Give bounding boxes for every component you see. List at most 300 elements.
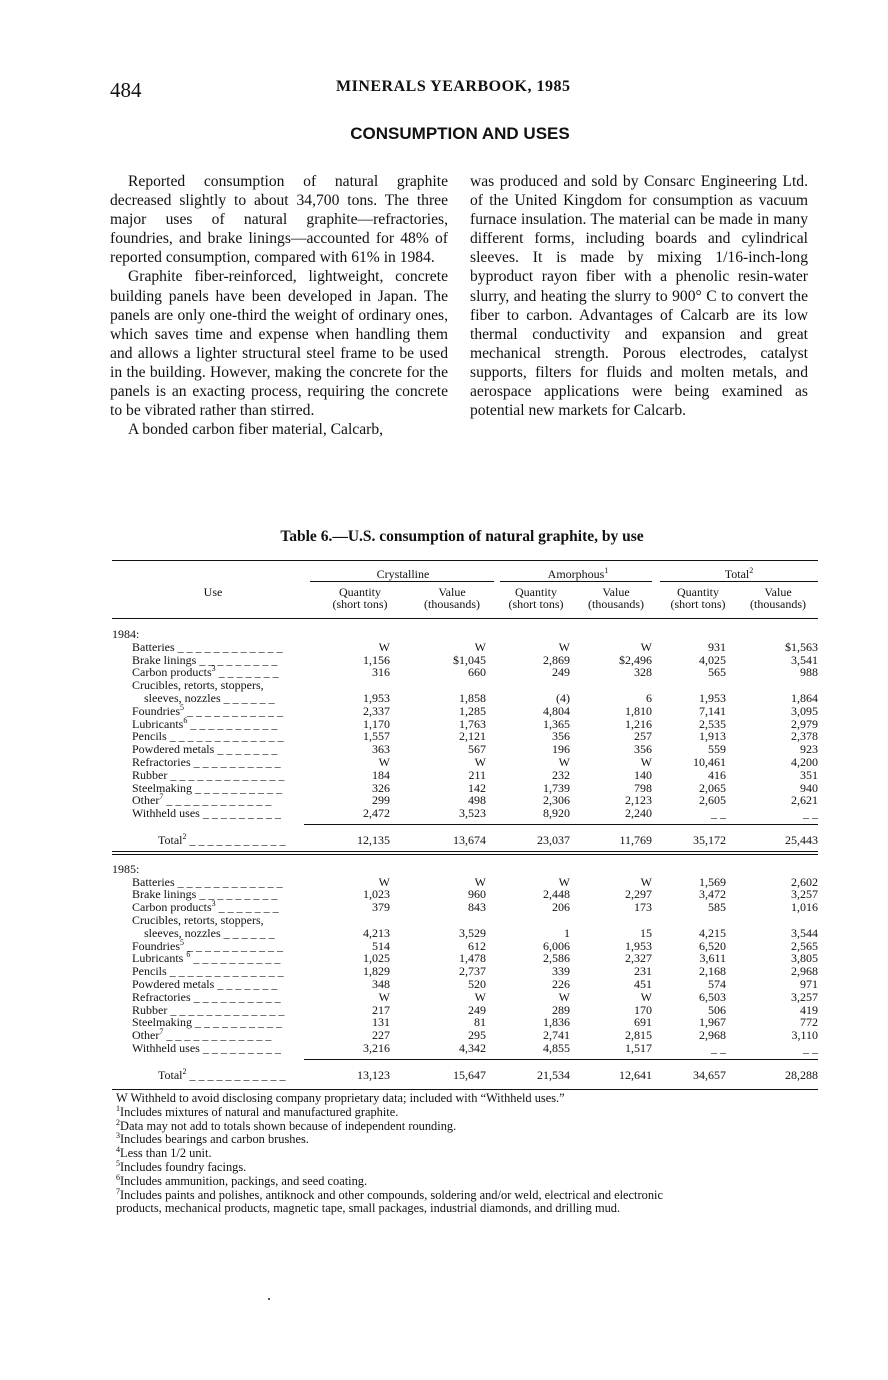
value-column-header <box>728 586 828 610</box>
table-cell: 2,337 <box>363 703 390 718</box>
header-line: Value <box>764 585 792 599</box>
leader-dashes: _ _ _ _ _ _ _ _ _ _ <box>190 989 281 1004</box>
table-cell: 226 <box>552 977 570 991</box>
table-cell: 2,586 <box>543 951 570 966</box>
row-label-text: Powdered metals <box>132 742 215 757</box>
table-cell: 1,216 <box>625 716 652 731</box>
table-cell: 1,478 <box>459 951 486 966</box>
table-cell: 2,741 <box>543 1028 570 1043</box>
table-cell: 506 <box>708 1002 726 1017</box>
header-line: Value <box>602 585 630 599</box>
paragraph: Graphite fiber-reinforced, lightweight, concrete building panels have been developed in Japan. The panels are only one-third the weight of ordinary ones, which saves time and expense when handling them and allows a lighter structural steel frame to be used in the building. However, making the concrete for the panels is an exacting process, requiring the concrete to be vibrated rather than stirred. <box>110 268 448 420</box>
row-label-text: Powdered metals <box>132 977 215 991</box>
table-cell: _ _ <box>803 1041 818 1055</box>
table-cell: 574 <box>708 977 726 991</box>
table-cell: 2,123 <box>625 793 652 808</box>
table-cell: $1,045 <box>453 652 486 667</box>
table-cell: 1,016 <box>791 900 818 915</box>
table-cell: 2,306 <box>543 793 570 808</box>
table-cell: 1,913 <box>699 729 726 744</box>
left-column <box>110 172 448 439</box>
table-cell: W <box>474 989 486 1004</box>
footnote-ref: 7 <box>159 792 164 802</box>
table-cell: 2,121 <box>459 729 486 744</box>
table-cell: W <box>640 639 652 654</box>
table-bottom-rule <box>112 1089 818 1090</box>
table-cell: 1,967 <box>699 1015 726 1030</box>
year-label: 1984: <box>112 627 140 641</box>
leader-dashes: _ _ _ _ _ _ <box>220 691 275 705</box>
footnote-ref: 2 <box>182 832 187 841</box>
table-cell: 3,095 <box>791 703 818 718</box>
table-cell: 13,123 <box>357 1067 390 1082</box>
table-cell: W <box>558 639 570 654</box>
row-label-text: Rubber <box>132 767 168 782</box>
table-cell: 249 <box>468 1002 486 1017</box>
row-label-text: Brake linings <box>132 887 197 902</box>
total-header: Total$^2$ <box>724 566 754 581</box>
table-cell: 2,297 <box>625 887 652 902</box>
table-cell: W <box>640 755 652 769</box>
table-cell: 257 <box>634 729 652 744</box>
table-cell: 4,855 <box>543 1041 570 1055</box>
table-cell: 3,110 <box>791 1028 818 1043</box>
table-cell: 1,517 <box>625 1041 652 1055</box>
table-cell: 4,213 <box>363 925 390 940</box>
header-line: Quantity <box>515 585 557 599</box>
leader-dashes: _ _ _ _ _ _ _ _ _ <box>196 887 278 902</box>
footnote-text: W Withheld to avoid disclosing company proprietary data; included with “Withheld uses.” <box>116 1091 565 1105</box>
table-cell: 2,737 <box>459 964 486 979</box>
paragraph: Reported consumption of natural graphite decreased slightly to about 34,700 tons. The three major uses of natural graphite—refractories, foundries, and brake linings—accounted for 48% of reported consumption, compared with 61% in 1984. <box>110 173 448 267</box>
row-label-text: Foundries <box>132 703 180 718</box>
table-cell: 6,520 <box>699 938 726 953</box>
table-cell: 3,257 <box>791 887 818 902</box>
table-cell: 2,065 <box>699 780 726 795</box>
table-cell: 988 <box>800 665 818 680</box>
table-cell: 328 <box>634 665 652 680</box>
footnote <box>116 1172 816 1189</box>
table-cell: 1,953 <box>699 691 726 705</box>
table-cell: 1,953 <box>625 938 652 953</box>
table-cell: 2,327 <box>625 951 652 966</box>
table-cell: 691 <box>634 1015 652 1030</box>
table-cell: 12,641 <box>619 1067 652 1082</box>
table-cell: 249 <box>552 665 570 680</box>
footnote-ref: 5 <box>180 702 184 712</box>
table-cell: 1,285 <box>459 703 486 718</box>
table-cell: 2,602 <box>791 874 818 889</box>
use-header: Use <box>203 585 223 599</box>
table-cell: 3,611 <box>699 951 726 966</box>
table-cell: 931 <box>708 639 726 654</box>
table-cell: 520 <box>468 977 486 991</box>
row-label-text: Pencils <box>132 729 167 744</box>
leader-dashes: _ _ _ _ _ _ _ _ _ _ <box>192 780 282 795</box>
row-label-text: Batteries <box>132 639 175 654</box>
section-double-rule <box>112 854 818 855</box>
table-cell: 2,869 <box>543 652 570 667</box>
table-cell: W <box>378 989 390 1004</box>
leader-dashes: _ _ _ _ _ _ _ <box>215 900 279 915</box>
table-cell: 419 <box>800 1002 818 1017</box>
leader-dashes: _ _ _ _ _ _ _ _ _ _ _ _ <box>174 874 283 889</box>
table-cell: 1,836 <box>543 1015 570 1030</box>
table-cell: 2,565 <box>791 938 818 953</box>
row-label <box>132 1042 281 1055</box>
leader-dashes: _ _ _ _ _ _ _ _ _ _ _ _ <box>174 639 283 654</box>
table-cell: 326 <box>372 780 390 795</box>
table-cell: 81 <box>474 1015 486 1030</box>
table-cell: 960 <box>468 887 486 902</box>
row-label-text: Pencils <box>132 964 167 979</box>
header-line: (short tons) <box>332 597 388 611</box>
row-label-text: Crucibles, retorts, stoppers, <box>132 678 264 693</box>
table-cell: 356 <box>634 742 652 757</box>
subtotal-rule <box>304 824 818 825</box>
leader-dashes: _ _ _ _ _ _ _ _ _ _ <box>190 951 281 966</box>
table-cell: $2,496 <box>619 652 652 667</box>
table-cell: 559 <box>708 742 726 757</box>
table-cell: 1,170 <box>363 716 390 731</box>
table-cell: 1,023 <box>363 887 390 902</box>
table-cell: 923 <box>800 742 818 757</box>
table-cell: 498 <box>468 793 486 808</box>
footnote <box>116 1133 816 1147</box>
footnote-mark: 6 <box>116 1172 120 1182</box>
leader-dashes: _ _ _ _ _ _ <box>220 925 275 940</box>
footnote <box>116 1158 816 1175</box>
row-label-text: Refractories <box>132 755 191 769</box>
total-row <box>112 1066 818 1082</box>
table-cell: _ _ <box>711 806 726 821</box>
header-bottom-rule <box>112 618 818 619</box>
table-cell: 3,523 <box>459 806 486 821</box>
header-line: (short tons) <box>670 597 726 611</box>
table-cell: 2,968 <box>699 1028 726 1043</box>
table-cell: 173 <box>634 900 652 915</box>
table-cell: 3,805 <box>791 951 818 966</box>
table-cell: 295 <box>468 1028 486 1043</box>
group-rule <box>310 581 494 582</box>
footnote-text: Less than 1/2 unit. <box>120 1146 212 1161</box>
table-top-rule <box>112 560 818 561</box>
footnote-mark: 5 <box>116 1158 120 1168</box>
table-cell: W <box>378 755 390 769</box>
row-label-text: sleeves, nozzles <box>144 925 221 940</box>
row-label-text: Steelmaking <box>132 1015 192 1030</box>
leader-dashes: _ _ _ _ _ _ _ _ _ _ <box>187 716 278 731</box>
table-cell: 4,215 <box>699 925 726 940</box>
table-cell: 184 <box>372 767 390 782</box>
table-cell: 3,544 <box>791 925 818 940</box>
footnote <box>116 1092 816 1106</box>
table-cell: 170 <box>634 1002 652 1017</box>
footnote-mark: 2 <box>116 1117 120 1127</box>
table-row <box>112 1042 818 1055</box>
table-cell: 15,647 <box>453 1067 486 1082</box>
table-cell: 13,674 <box>453 833 486 847</box>
table-cell: 1,156 <box>363 652 390 667</box>
right-column <box>470 172 808 420</box>
leader-dashes: _ _ _ _ _ _ _ _ _ _ _ <box>186 833 286 847</box>
footnote <box>116 1186 816 1203</box>
table-cell: 2,815 <box>625 1028 652 1043</box>
table-cell: 451 <box>634 977 652 991</box>
footnote-text: Includes bearings and carbon brushes. <box>120 1132 309 1147</box>
table-cell: 612 <box>468 938 486 953</box>
row-label-text: Carbon products <box>132 900 212 915</box>
leader-dashes: _ _ _ _ _ _ _ <box>214 742 278 757</box>
table-cell: 339 <box>552 964 570 979</box>
row-label <box>158 834 286 847</box>
section-title: CONSUMPTION AND USES <box>350 124 570 143</box>
table-cell: 4,200 <box>791 755 818 769</box>
footnotes <box>116 1092 816 1216</box>
leader-dashes: _ _ _ _ _ _ _ <box>215 665 279 680</box>
leader-dashes: _ _ _ _ _ _ _ _ _ _ <box>192 1015 282 1030</box>
running-head: MINERALS YEARBOOK, 1985 <box>336 78 571 95</box>
table-cell: 211 <box>468 767 486 782</box>
table-cell: 140 <box>634 767 652 782</box>
table-cell: 4,804 <box>543 703 570 718</box>
group-rule <box>500 581 652 582</box>
table-cell: 772 <box>800 1015 818 1030</box>
table-cell: 1,858 <box>459 691 486 705</box>
table-cell: 2,968 <box>791 964 818 979</box>
table-cell: _ _ <box>803 806 818 821</box>
table-cell: 351 <box>800 767 818 782</box>
table-cell: 514 <box>372 938 390 953</box>
table-cell: 3,529 <box>459 925 486 940</box>
table-cell: 1 <box>564 925 570 940</box>
footnote-ref: 3 <box>211 899 216 909</box>
table-cell: 348 <box>372 977 390 991</box>
table-cell: 1,810 <box>625 703 652 718</box>
row-label-text: Brake linings <box>132 652 197 667</box>
table-cell: 363 <box>372 742 390 757</box>
table-cell: 843 <box>468 900 486 915</box>
table-cell: W <box>640 874 652 889</box>
table-cell: 379 <box>372 900 390 915</box>
leader-dashes: _ _ _ _ _ _ _ <box>214 977 278 991</box>
table-cell: 356 <box>552 729 570 744</box>
total-row <box>112 834 818 847</box>
footnote-text: Includes foundry facings. <box>120 1159 247 1174</box>
row-label-text: sleeves, nozzles <box>144 691 221 705</box>
table-row <box>112 807 818 820</box>
header-line: (short tons) <box>508 597 564 611</box>
table-cell: 1,569 <box>699 874 726 889</box>
table-cell: 131 <box>372 1015 390 1030</box>
header-line: Quantity <box>677 585 719 599</box>
leader-dashes: _ _ _ _ _ _ _ _ _ <box>199 1041 281 1055</box>
amorphous-header: Amorphous$^1$ <box>547 566 609 581</box>
footnote-mark: 1 <box>116 1103 120 1113</box>
table-cell: 142 <box>468 780 486 795</box>
table-cell: 1,739 <box>543 780 570 795</box>
table-cell: 3,472 <box>699 887 726 902</box>
row-label <box>158 1066 286 1082</box>
table-cell: W <box>378 874 390 889</box>
row-label-text: Lubricants <box>132 716 184 731</box>
table-cell: W <box>640 989 652 1004</box>
speck <box>268 1298 270 1300</box>
row-label <box>132 807 281 820</box>
footnote-ref: 6 <box>183 715 188 725</box>
page-number: 484 <box>110 78 142 102</box>
row-label-text: Withheld uses <box>132 1041 200 1055</box>
table-cell: 2,378 <box>791 729 818 744</box>
table-cell: 21,534 <box>537 1067 570 1082</box>
table-cell: 10,461 <box>693 755 726 769</box>
table-cell: 565 <box>708 665 726 680</box>
paragraph: was produced and sold by Consarc Engineering Ltd. of the United Kingdom for consumption as vacuum furnace insulation. The material can be made in many different forms, including boards and cylindrical sleeves. It is made by mixing 1/16-inch-long byproduct rayon fiber with a phenolic resin-water slurry, and heating the slurry to 900° C to convert the fiber to carbon. Advantages of Calcarb are its low thermal conductivity and expansion and great mechanical strength. Porous electrodes, catalyst supports, filters for fluids and molten metals, and aerospace applications were being examined as potential new markets for Calcarb. <box>470 173 808 420</box>
table-cell: 232 <box>552 767 570 782</box>
table-cell: 217 <box>372 1002 390 1017</box>
table-cell: 3,257 <box>791 989 818 1004</box>
footnote <box>116 1103 816 1120</box>
row-label-text: Batteries <box>132 874 175 889</box>
paragraph: A bonded carbon fiber material, Calcarb, <box>128 421 384 439</box>
header-line: Quantity <box>339 585 381 599</box>
footnote-ref: 6 <box>186 950 191 960</box>
table-cell: 6 <box>646 691 652 705</box>
footnote-ref: 3 <box>211 664 216 674</box>
table-cell: 12,135 <box>357 833 390 847</box>
footnote-mark: 7 <box>116 1186 120 1196</box>
table-cell: 2,605 <box>699 793 726 808</box>
header-line: Value <box>438 585 466 599</box>
table-cell: 2,168 <box>699 964 726 979</box>
table-cell: 3,541 <box>791 652 818 667</box>
table-cell: 8,920 <box>543 806 570 821</box>
header-line: (thousands) <box>750 597 806 611</box>
table-cell: 585 <box>708 900 726 915</box>
table-cell: _ _ <box>711 1041 726 1055</box>
table-cell: 231 <box>634 964 652 979</box>
table-cell: 11,769 <box>619 833 652 847</box>
row-label-text: Refractories <box>132 989 191 1004</box>
table-cell: 316 <box>372 665 390 680</box>
table-cell: W <box>378 639 390 654</box>
table-cell: 28,288 <box>785 1067 818 1082</box>
row-label-text: Other <box>132 1028 160 1043</box>
row-label-text: Carbon products <box>132 665 212 680</box>
row-label-text: Total <box>158 1067 183 1082</box>
footnote <box>116 1147 816 1161</box>
footnote-text: Data may not add to totals shown because of independent rounding. <box>120 1118 457 1133</box>
leader-dashes: _ _ _ _ _ _ _ _ _ _ _ _ _ <box>166 729 284 744</box>
table-cell: 2,240 <box>625 806 652 821</box>
table-cell: W <box>474 755 486 769</box>
footnote-text: Includes ammunition, packings, and seed coating. <box>120 1173 368 1188</box>
leader-dashes: _ _ _ _ _ _ _ _ _ _ _ _ <box>163 1028 272 1043</box>
table-cell: 416 <box>708 767 726 782</box>
table-cell: W <box>558 989 570 1004</box>
table-cell: 227 <box>372 1028 390 1043</box>
table-cell: 34,657 <box>693 1067 726 1082</box>
table-cell: 2,472 <box>363 806 390 821</box>
leader-dashes: _ _ _ _ _ _ _ _ _ _ _ <box>184 703 283 718</box>
footnote-text: Includes mixtures of natural and manufactured graphite. <box>120 1104 399 1119</box>
table-cell: 299 <box>372 793 390 808</box>
row-label-text: Steelmaking <box>132 780 192 795</box>
subtotal-rule <box>304 1059 818 1060</box>
row-label-text: Total <box>158 833 183 847</box>
table-cell: 2,535 <box>699 716 726 731</box>
row-label-text: Lubricants <box>132 951 187 966</box>
group-rule <box>660 581 818 582</box>
table-cell: 1,025 <box>363 951 390 966</box>
row-label-text: Other <box>132 793 160 808</box>
table-cell: 2,621 <box>791 793 818 808</box>
quantity-column-header <box>310 586 410 610</box>
footnote-mark: 4 <box>116 1145 120 1155</box>
table-cell: 4,342 <box>459 1041 486 1055</box>
leader-dashes: _ _ _ _ _ _ _ _ _ <box>196 652 278 667</box>
footnote <box>116 1202 816 1216</box>
footnote-text: Includes paints and polishes, antiknock and other compounds, soldering and/or weld, electrical and electronic <box>120 1187 663 1202</box>
leader-dashes: _ _ _ _ _ _ _ _ _ _ _ _ <box>163 793 272 808</box>
table-cell: 23,037 <box>537 833 570 847</box>
row-label-text: Foundries <box>132 938 180 953</box>
leader-dashes: _ _ _ _ _ _ _ _ _ _ _ _ _ <box>167 1002 285 1017</box>
table-cell: 3,216 <box>363 1041 390 1055</box>
row-label-text: Crucibles, retorts, stoppers, <box>132 913 264 927</box>
table-cell: 940 <box>800 780 818 795</box>
table-cell: 567 <box>468 742 486 757</box>
table-cell: 1,829 <box>363 964 390 979</box>
table-cell: 206 <box>552 900 570 915</box>
table-cell: 1,763 <box>459 716 486 731</box>
table-cell: $1,563 <box>785 639 818 654</box>
footnote-text: products, mechanical products, magnetic tape, small packages, industrial diamonds, and drilling mud. <box>116 1201 621 1216</box>
leader-dashes: _ _ _ _ _ _ _ _ _ _ _ _ _ <box>167 767 285 782</box>
header-line: (thousands) <box>588 597 644 611</box>
row-label-text: Withheld uses <box>132 806 200 821</box>
table-cell: 7,141 <box>699 703 726 718</box>
table-title: Table 6.—U.S. consumption of natural graphite, by use <box>280 528 644 545</box>
footnote-mark: 3 <box>116 1131 120 1141</box>
table-cell: 25,443 <box>785 833 818 847</box>
table-cell: 6,503 <box>699 989 726 1004</box>
leader-dashes: _ _ _ _ _ _ _ _ _ _ _ _ _ <box>166 964 284 979</box>
table-cell: (4) <box>556 691 570 705</box>
leader-dashes: _ _ _ _ _ _ _ _ _ _ _ <box>186 1067 286 1082</box>
table-cell: 1,557 <box>363 729 390 744</box>
table-cell: 6,006 <box>543 938 570 953</box>
row-label-text: Rubber <box>132 1002 168 1017</box>
table-cell: 289 <box>552 1002 570 1017</box>
table-cell: W <box>558 874 570 889</box>
table-cell: 1,953 <box>363 691 390 705</box>
leader-dashes: _ _ _ _ _ _ _ _ _ <box>199 806 281 821</box>
leader-dashes: _ _ _ _ _ _ _ _ _ _ _ <box>184 938 283 953</box>
crystalline-header: Crystalline <box>376 567 430 581</box>
year-label: 1985: <box>112 861 140 876</box>
table-cell: W <box>474 874 486 889</box>
table-cell: 2,448 <box>543 887 570 902</box>
footnote-ref: 7 <box>159 1027 164 1037</box>
table-cell: 1,365 <box>543 716 570 731</box>
footnote-ref: 2 <box>182 1066 187 1076</box>
table-cell: 4,025 <box>699 652 726 667</box>
table-cell: 798 <box>634 780 652 795</box>
table-cell: 660 <box>468 665 486 680</box>
table-cell: 196 <box>552 742 570 757</box>
table-cell: 1,864 <box>791 691 818 705</box>
